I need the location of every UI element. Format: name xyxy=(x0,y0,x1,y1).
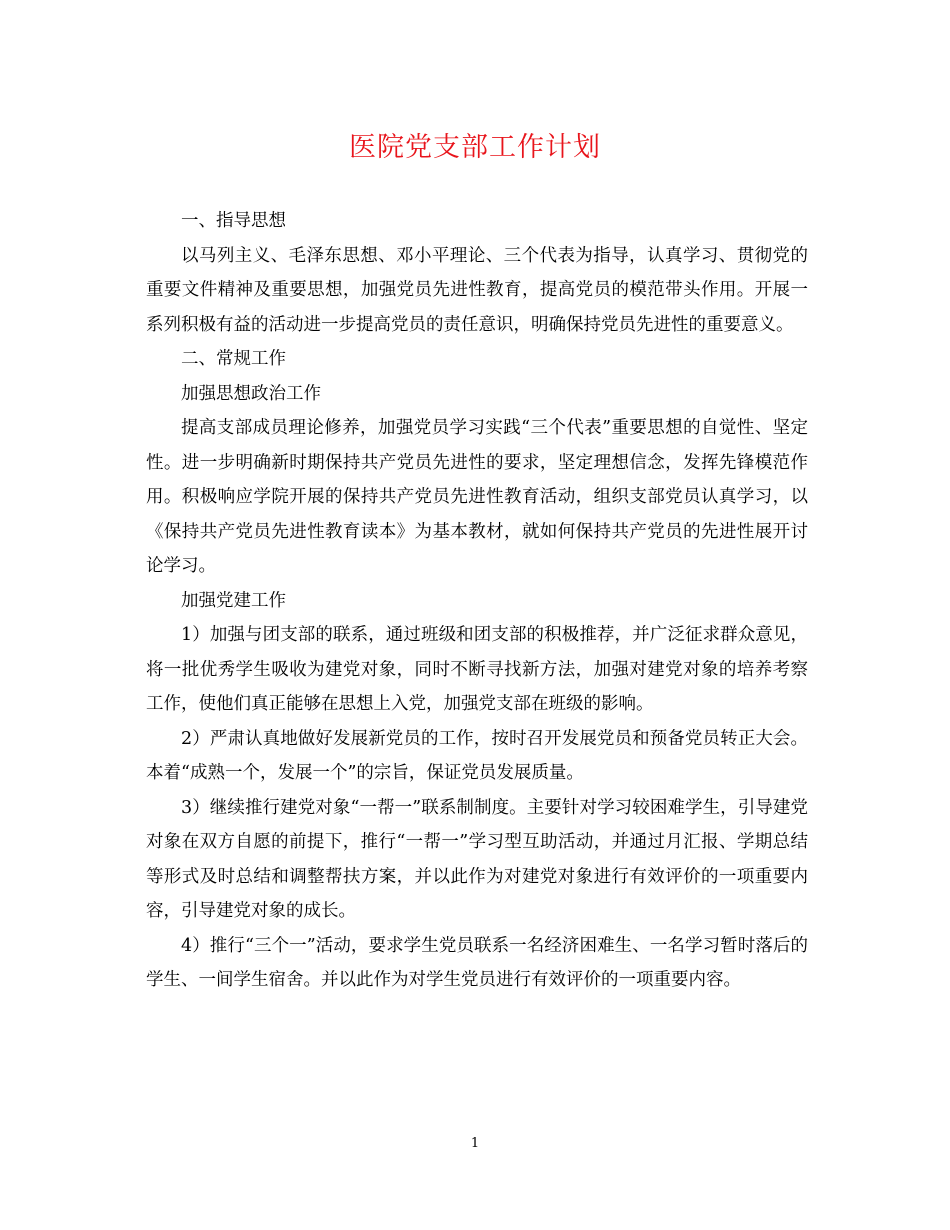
list-item-2: 2）严肃认真地做好发展新党员的工作，按时召开发展党员和预备党员转正大会。本着“成熟一个，发展一个”的宗旨，保证党员发展质量。 xyxy=(146,728,808,783)
section-heading-routine-work: 二、常规工作 xyxy=(181,349,286,369)
document-title: 医院党支部工作计划 xyxy=(349,132,601,163)
list-item-1: 1）加强与团支部的联系，通过班级和团支部的积极推荐，并广泛征求群众意见，将一批优秀学生吸收为建党对象，同时不断寻找新方法，加强对建党对象的培养考察工作，使他们真正能够在思想上入党，加强党支部在班级的影响。 xyxy=(146,625,808,714)
list-item-3: 3）继续推行建党对象“一帮一”联系制制度。主要针对学习较困难学生，引导建党对象在双方自愿的前提下，推行“一帮一”学习型互助活动，并通过月汇报、学期总结等形式及时总结和调整帮扶方案，并以此作为对建党对象进行有效评价的一项重要内容，引导建党对象的成长。 xyxy=(146,797,808,921)
paragraph-guiding-ideology: 以马列主义、毛泽东思想、邓小平理论、三个代表为指导，认真学习、贯彻党的重要文件精神及重要思想，加强党员先进性教育，提高党员的模范带头作用。开展一系列积极有益的活动进一步提高党员的责任意识，明确保持党员先进性的重要意义。 xyxy=(146,245,808,335)
document-body xyxy=(146,204,808,998)
page-number: 1 xyxy=(470,1136,480,1151)
subheading-party-building: 加强党建工作 xyxy=(181,590,286,611)
subheading-political-work: 加强思想政治工作 xyxy=(181,383,321,404)
section-heading-guiding-ideology: 一、指导思想 xyxy=(181,211,286,231)
list-item-4: 4）推行“三个一”活动，要求学生党员联系一名经济困难生、一名学习暂时落后的学生、一间学生宿舍。并以此作为对学生党员进行有效评价的一项重要内容。 xyxy=(146,935,808,990)
paragraph-political-work: 提高支部成员理论修养，加强党员学习实践“三个代表”重要思想的自觉性、坚定性。进一步明确新时期保持共产党员先进性的要求，坚定理想信念，发挥先锋模范作用。积极响应学院开展的保持共产党员先进性教育活动，组织支部党员认真学习，以《保持共产党员先进性教育读本》为基本教材，就如何保持共产党员的先进性展开讨论学习。 xyxy=(146,418,808,576)
